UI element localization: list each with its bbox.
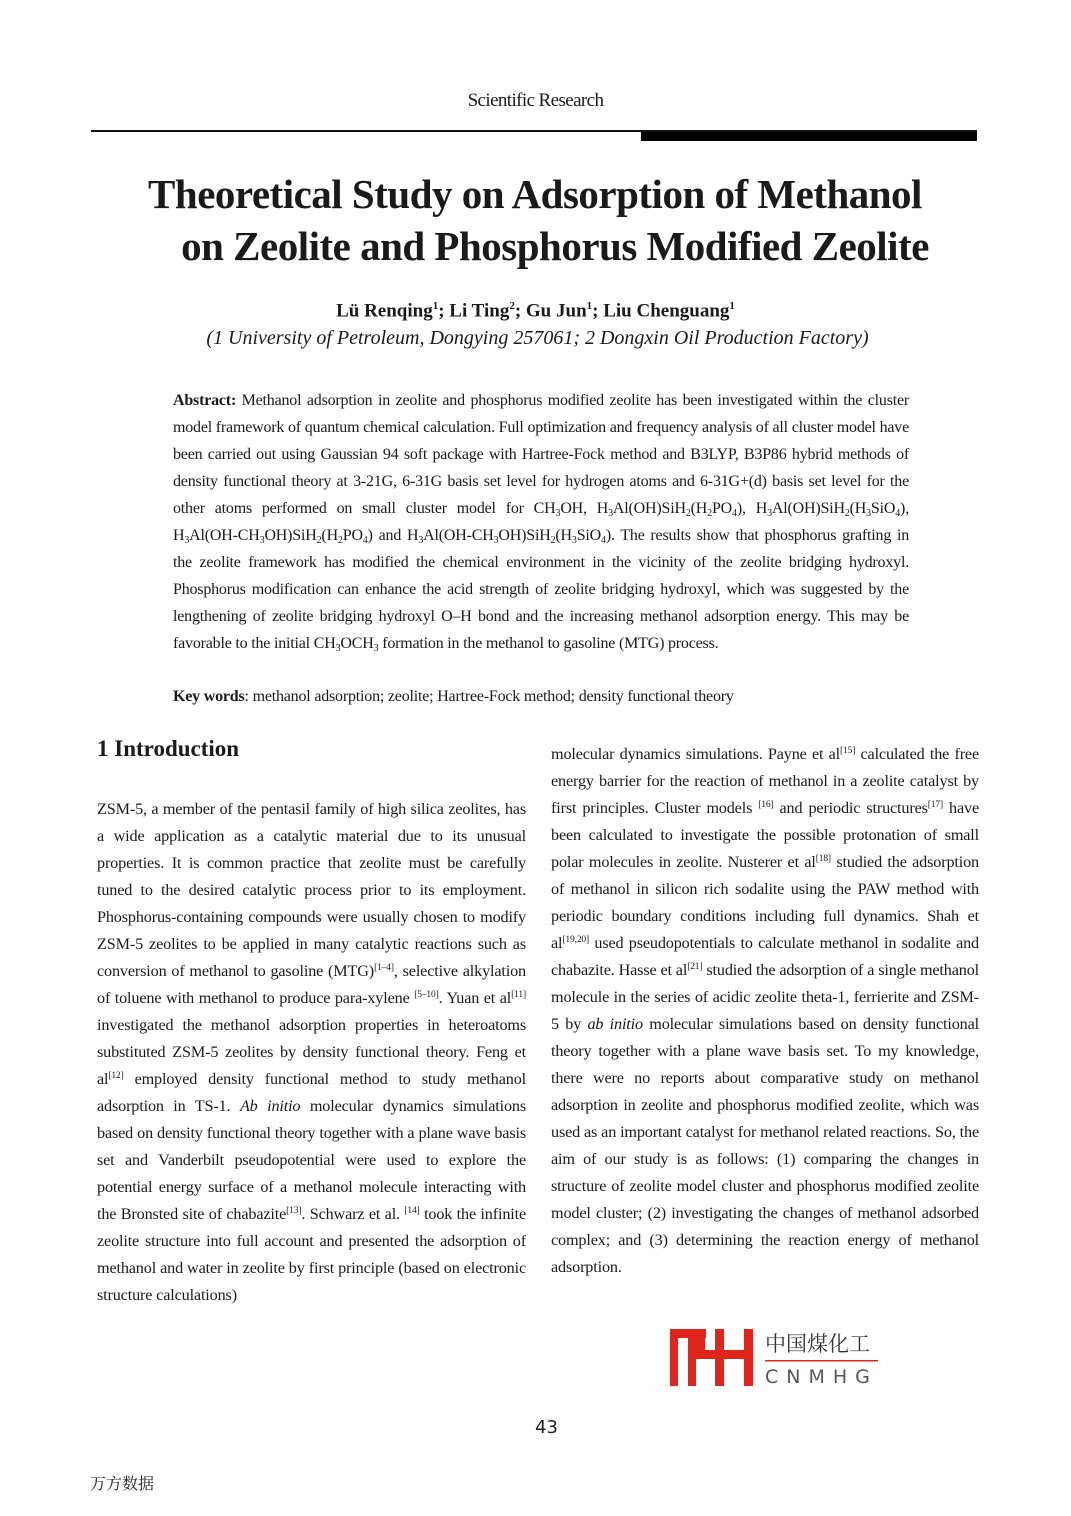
citation-ref[interactable]: [16] — [758, 800, 774, 810]
citation-ref[interactable]: [15] — [840, 746, 856, 756]
body-text: studied the adsorption of a single methanol molecule in the series of acidic zeolite theta-1, ferrierite and ZSM-5 by — [551, 961, 979, 1033]
body-text: took the infinite zeolite structure into full account and presented the adsorption of methanol and water in zeolite by first principle (based on electronic structure calculations) — [97, 1205, 527, 1304]
citation-ref[interactable]: [11] — [511, 990, 526, 1000]
citation-ref[interactable]: [21] — [687, 962, 703, 972]
italic-term: ab initio — [587, 1015, 643, 1033]
logo-mark — [670, 1329, 753, 1386]
body-column-right — [551, 741, 979, 1281]
citation-ref[interactable]: [17] — [927, 800, 943, 810]
cnmhg-logo — [668, 1323, 883, 1389]
body-text: , selective alkylation of toluene with methanol to produce para-xylene — [97, 962, 527, 1007]
body-text: used pseudopotentials to calculate methanol in sodalite and chabazite. Hasse et al — [551, 934, 979, 979]
citation-ref[interactable]: [5–10] — [414, 990, 439, 1000]
title-line-2: on Zeolite and Phosphorus Modified Zeolite — [181, 223, 929, 269]
citation-ref[interactable]: [14] — [404, 1206, 420, 1216]
author-affiliation-mark: 1 — [432, 300, 439, 312]
citation-ref[interactable]: [13] — [286, 1206, 302, 1216]
body-text: molecular dynamics simulations based on density functional theory together with a plane wave basis set and Vanderbilt pseudopotential were used to explore the potential energy surface of a methanol molecule interacting with the Bronsted site of chabazite — [97, 1097, 526, 1223]
logo-chinese-text: 中国煤化工 — [765, 1332, 870, 1356]
author-affiliation-mark: 1 — [586, 300, 593, 312]
abstract-text-2: The results show that phosphorus grafting in the zeolite framework has modified the chemical environment in the vicinity of the zeolite bridging hydroxyl. Phosphorus modification can enhance the acid strength of zeolite bridging hydroxyl, which was suggested by the lengthening of zeolite bridging hydroxyl O–H bond and the increasing methanol adsorption energy. This may be favorable to the initial — [173, 527, 909, 652]
page-number: 43 — [535, 1417, 558, 1438]
abstract-text-3: formation in the methanol to gasoline (MTG) process. — [378, 635, 719, 652]
logo-underline — [765, 1360, 878, 1362]
logo-latin-text: CNMHG — [765, 1366, 878, 1388]
author-name: Liu Chenguang — [603, 300, 730, 322]
body-text: molecular simulations based on density functional theory together with a plane wave basis set. To my knowledge, there were no reports about comparative study on methanol adsorption in zeolite and phosphorus modified zeolite, which was used as an important catalyst for methanol related reactions. So, the aim of our study is as follows: (1) comparing the changes in structure of zeolite model cluster and phosphorus modified zeolite model cluster; (2) investigating the changes of methanol adsorbed complex; and (3) determining the reaction energy of methanol adsorption. — [551, 1015, 979, 1276]
author-name: Li Ting — [449, 300, 510, 322]
body-text: . Schwarz et al. — [301, 1205, 405, 1223]
citation-ref[interactable]: [19,20] — [562, 935, 590, 945]
author-name: Lü Renqing — [336, 300, 433, 322]
author-affiliation-mark: 1 — [729, 300, 735, 312]
keywords-text: : methanol adsorption; zeolite; Hartree-Fock method; density functional theory — [244, 688, 734, 705]
body-text: investigated the methanol adsorption properties in heteroatoms substituted ZSM-5 zeolites by density functional theory. Feng et al — [97, 1016, 526, 1088]
abstract-text-1: Methanol adsorption in zeolite and phosphorus modified zeolite has been investigated within the cluster model framework of quantum chemical calculation. Full optimization and frequency analysis of all cluster model have been carried out using Gaussian 94 soft package with Hartree-Fock method and B3LYP, B3P86 hybrid methods of density functional theory at 3-21G, 6-31G basis set level for hydrogen atoms and 6-31G+(d) basis set level for the other atoms performed on small cluster model for — [173, 392, 909, 517]
watermark: 万方数据 — [90, 1474, 155, 1493]
italic-term: Ab initio — [239, 1097, 301, 1115]
abstract-formulas: $CH_3OH$, $H_3Al(OH)SiH_2(H_2PO_4)$, $H_3Al(OH)SiH_2(H_3SiO_4)$, $H_3Al(OH-CH_3OH)SiH_2(H_2PO_4)$ and $H_3Al(OH-CH_3OH)SiH_2(H_3SiO_4)$. — [173, 500, 909, 546]
author-name: Gu Jun — [525, 300, 587, 322]
abstract — [173, 387, 909, 657]
journal-name: Scientific Research — [467, 90, 604, 111]
citation-ref[interactable]: [12] — [108, 1071, 124, 1081]
body-text: ZSM-5, a member of the pentasil family of high silica zeolites, has a wide application as a catalytic material due to its unusual properties. It is common practice that zeolite must be carefully tuned to the desired catalytic process prior to its employment. Phosphorus-containing compounds were usually chosen to modify ZSM-5 zeolites to be applied in many catalytic reactions such as conversion of methanol to gasoline (MTG) — [97, 800, 526, 980]
body-text: have been calculated to investigate the possible protonation of small polar molecules in zeolite. Nusterer et al — [551, 799, 979, 871]
body-text: studied the adsorption of methanol in silicon rich sodalite using the PAW method with periodic boundary conditions including full dynamics. Shah et al — [551, 853, 979, 952]
body-text: employed density functional method to study methanol adsorption in TS-1. — [97, 1070, 526, 1115]
affiliations: (1 University of Petroleum, Dongying 257061; 2 Dongxin Oil Production Factory) — [206, 327, 869, 349]
keywords-label: Key words — [173, 688, 245, 705]
author-list: Lü Renqing$^1$; Li Ting$^2$; Gu Jun$^1$; Liu Chenguang$^1$ — [336, 300, 735, 322]
body-text: calculated the free energy barrier for the reaction of methanol in a zeolite catalyst by first principles. Cluster models — [551, 745, 980, 817]
body-text: molecular dynamics simulations. Payne et al — [551, 745, 840, 763]
body-text: and periodic structures — [773, 799, 928, 817]
keywords — [173, 683, 909, 710]
header-rule-accent — [641, 132, 977, 141]
mh-logo-icon — [668, 1323, 883, 1389]
title-line-1: Theoretical Study on Adsorption of Methanol — [148, 171, 922, 217]
citation-ref[interactable]: [18] — [815, 854, 831, 864]
body-column-left — [97, 796, 526, 1309]
citation-ref[interactable]: [1–4] — [374, 963, 394, 973]
paper-title — [60, 168, 1010, 272]
abstract-product: $CH_3OCH_3$ — [313, 635, 379, 654]
section-heading: 1 Introduction — [97, 736, 240, 761]
abstract-label: Abstract: — [173, 392, 237, 409]
body-text: . Yuan et al — [438, 989, 512, 1007]
author-affiliation-mark: 2 — [509, 300, 515, 312]
